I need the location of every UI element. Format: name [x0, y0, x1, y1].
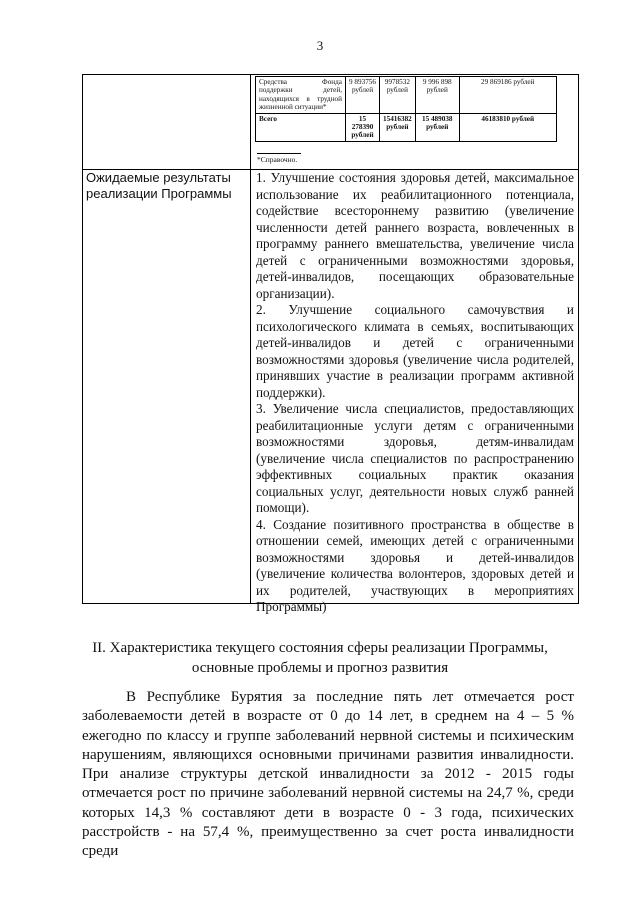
section-heading	[60, 638, 580, 678]
value-cell: 15 278390 рублей	[346, 113, 380, 141]
footnote: *Справочно.	[257, 155, 298, 164]
result-item: 3. Увеличение числа специалистов, предоставляющих реабилитационные услуги детям с ограниченными возможностями здоровья, детям-инвалидам (увеличение числа специалистов по распространению эффективных социальных практик оказания социальных услуг, деятельности новых служб ранней помощи).	[256, 401, 574, 515]
value-cell: 9978532 рублей	[380, 77, 416, 114]
row-label: Средства Фонда поддержки детей, находящихся в трудной жизненной ситуации*	[256, 77, 346, 114]
page-number: 3	[316, 38, 324, 53]
section-heading-line: основные проблемы и прогноз развития	[191, 660, 449, 676]
section-paragraph: В Республике Бурятия за последние пять лет отмечается рост заболеваемости детей в возрасте от 0 до 14 лет, в среднем на 4 – 5 % ежегодно по классу и группе заболеваний нервной системы и психическим нарушениям, являющихся основными причинами развития инвалидности. При анализе структуры детской инвалидности за 2012 - 2015 годы отмечается рост по причине заболеваний нервной системы на 24,7 %, среди которых 14,3 % составляют дети в возрасте 0 - 3 года, психических расстройств - на 57,4 %, преимущественно за счет роста инвалидности среди	[82, 689, 574, 860]
total-cell: 46183810 рублей	[459, 113, 556, 141]
row-label: Всего	[256, 113, 346, 141]
value-cell: 15 489038 рублей	[415, 113, 459, 141]
value-cell: 15416382 рублей	[380, 113, 416, 141]
value-cell: 9 893756 рублей	[346, 77, 380, 114]
expected-results-label: Ожидаемые результаты реализации Программы	[86, 170, 232, 201]
value-cell: 9 996 898 рублей	[415, 77, 459, 114]
section-body	[82, 688, 574, 862]
result-item: 2. Улучшение социального самочувствия и психологического климата в семьях, воспитывающих детей-инвалидов и детей с ограниченными возможностями здоровья (увеличение числа родителей, принявших участие в реализации программ активной поддержки).	[256, 302, 574, 400]
result-item: 4. Создание позитивного пространства в обществе в отношении семей, имеющих детей с ограниченными возможностями здоровья и детей-инвалидов (увеличение количества волонтеров, здоровых детей и их родителей, участвующих в мероприятиях Программы)	[256, 516, 574, 614]
total-cell: 29 869186 рублей	[459, 77, 556, 114]
expected-results-list	[256, 170, 574, 616]
section-heading-line: II. Характеристика текущего состояния сферы реализации Программы,	[92, 640, 548, 656]
result-item: 1. Улучшение состояния здоровья детей, максимальное использование их реабилитационного потенциала, содействие всестороннему развитию (увеличение численности детей раннего возраста, вовлеченных в программу раннего вмешательства, увеличение числа детей с ограниченными возможностями здоровья, детей-инвалидов, посещающих образовательные организации).	[256, 170, 574, 301]
